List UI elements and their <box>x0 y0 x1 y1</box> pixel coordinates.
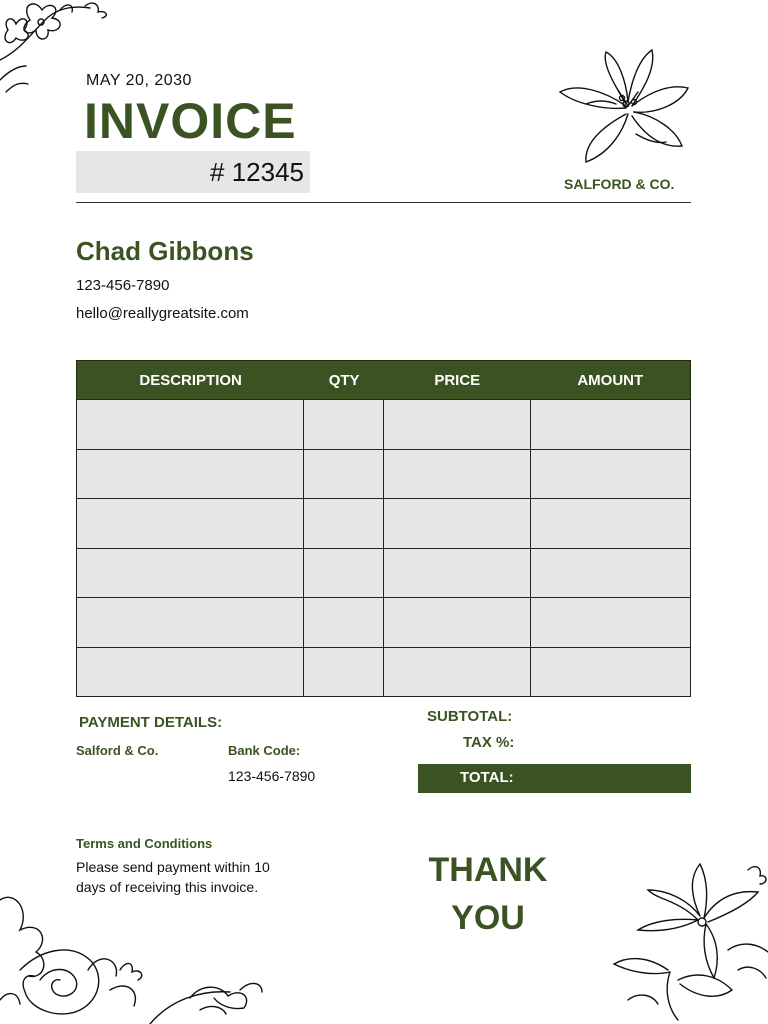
qty-cell <box>304 549 384 598</box>
column-header-description: DESCRIPTION <box>139 371 242 389</box>
description-cell <box>77 450 304 499</box>
price-cell <box>384 549 531 598</box>
bank-code-value: 123-456-7890 <box>228 768 316 784</box>
table-row <box>77 598 690 648</box>
terms-text: Please send payment within 10 days of receiving this invoice. <box>76 859 270 895</box>
subtotal-label: SUBTOTAL: <box>427 708 513 725</box>
thank-you-line-1: THANK <box>428 851 548 889</box>
table-row <box>77 400 690 450</box>
table-row <box>77 450 690 500</box>
invoice-title: INVOICE <box>84 93 297 149</box>
flower-corner-bottom-right-icon <box>608 860 768 1024</box>
items-table <box>76 360 691 697</box>
flower-corner-bottom-left-icon <box>0 880 300 1024</box>
column-header-price: PRICE <box>434 371 481 389</box>
column-header-amount: AMOUNT <box>577 371 644 389</box>
bank-code-label: Bank Code: <box>228 743 301 758</box>
total-label: TOTAL: <box>460 769 514 786</box>
table-header <box>76 360 691 400</box>
payment-company: Salford & Co. <box>76 743 159 758</box>
table-row <box>77 499 690 549</box>
table-row <box>77 648 690 698</box>
amount-cell <box>531 549 690 598</box>
price-cell <box>384 598 531 647</box>
table-body <box>76 400 691 697</box>
thank-you-message <box>418 846 558 942</box>
description-cell <box>77 648 304 697</box>
lily-logo-icon <box>556 44 692 170</box>
price-cell <box>384 648 531 697</box>
price-cell <box>384 450 531 499</box>
qty-cell <box>304 598 384 647</box>
header-divider <box>76 202 691 203</box>
qty-cell <box>304 400 384 449</box>
amount-cell <box>531 598 690 647</box>
description-cell <box>77 400 304 449</box>
client-email: hello@reallygreatsite.com <box>76 305 249 322</box>
description-cell <box>77 499 304 548</box>
qty-cell <box>304 648 384 697</box>
table-row <box>77 549 690 599</box>
qty-cell <box>304 499 384 548</box>
thank-you-line-2: YOU <box>451 899 525 937</box>
terms-title: Terms and Conditions <box>76 836 213 851</box>
description-cell <box>77 549 304 598</box>
amount-cell <box>531 648 690 697</box>
qty-cell <box>304 450 384 499</box>
invoice-date: MAY 20, 2030 <box>86 72 192 89</box>
price-cell <box>384 400 531 449</box>
company-name: SALFORD & CO. <box>564 176 675 192</box>
payment-details-title: PAYMENT DETAILS: <box>79 714 223 731</box>
amount-cell <box>531 450 690 499</box>
total-bar <box>418 764 691 793</box>
client-phone: 123-456-7890 <box>76 277 170 294</box>
client-name: Chad Gibbons <box>76 236 254 266</box>
tax-label: TAX %: <box>463 734 515 751</box>
amount-cell <box>531 499 690 548</box>
column-header-qty: QTY <box>328 371 360 389</box>
invoice-number: # 12345 <box>210 157 304 187</box>
description-cell <box>77 598 304 647</box>
price-cell <box>384 499 531 548</box>
invoice-number-box <box>76 151 310 193</box>
amount-cell <box>531 400 690 449</box>
